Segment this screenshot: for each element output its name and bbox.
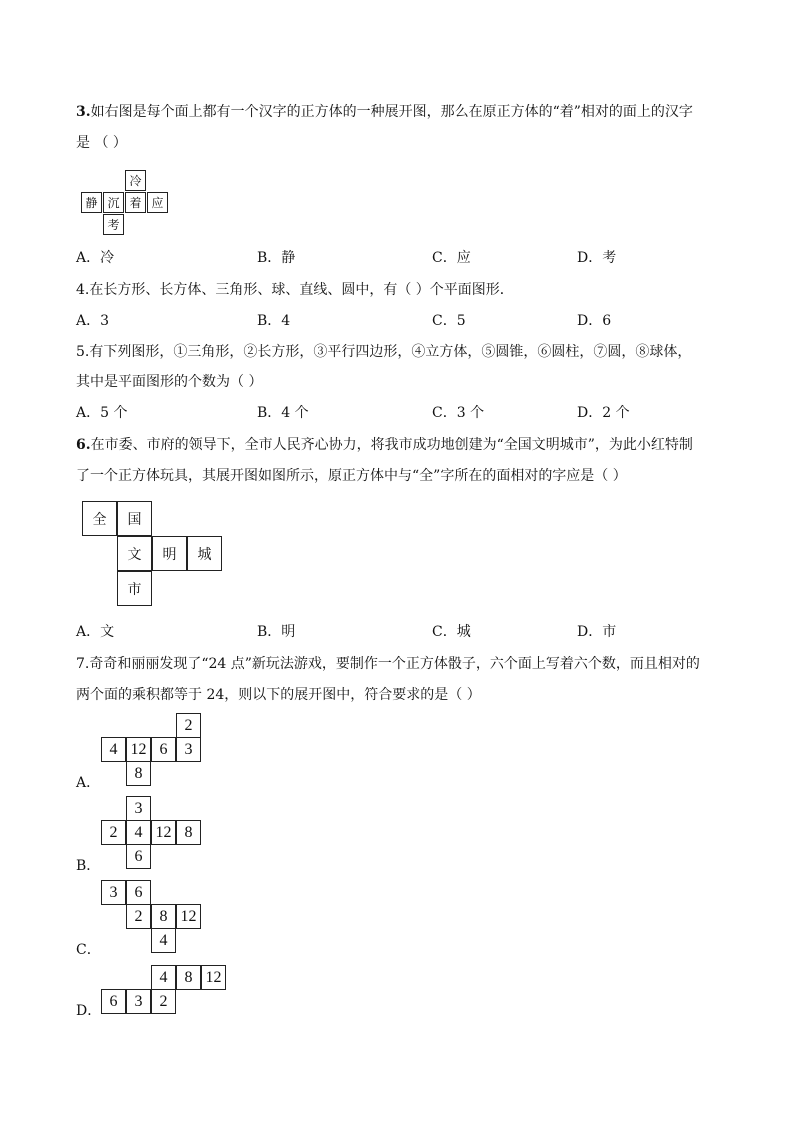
q3-option-d[interactable]: D．考: [577, 250, 617, 266]
net-cell: 静: [81, 192, 102, 213]
net-cell: 文: [117, 536, 152, 571]
q4-option-a[interactable]: A．3: [76, 313, 110, 329]
net-cell: 市: [117, 571, 152, 606]
q7-option-c[interactable]: C．: [76, 942, 101, 958]
net-cell: 12: [126, 737, 151, 762]
net-cell: 6: [151, 737, 176, 762]
q6-line1: [76, 436, 693, 454]
net-cell: 6: [126, 880, 151, 905]
q5-option-a[interactable]: A．5 个: [76, 405, 128, 421]
net-cell: 城: [187, 536, 222, 571]
net-cell: 沉: [103, 192, 124, 213]
q4-option-d[interactable]: D．6: [577, 313, 612, 329]
net-cell: 3: [126, 989, 151, 1014]
net-cell: 全: [82, 501, 117, 536]
net-cell: 6: [126, 844, 151, 869]
net-cell: 3: [176, 737, 201, 762]
net-cell: 4: [126, 820, 151, 845]
q6-line2: 了一个正方体玩具，其展开图如图所示，原正方体中与“全”字所在的面相对的字应是（ ）: [76, 468, 627, 484]
q6-number: 6.: [76, 437, 91, 453]
q6-option-c[interactable]: C．城: [432, 624, 471, 640]
q3-option-a[interactable]: A．冷: [76, 250, 115, 266]
net-cell: 3: [126, 796, 151, 821]
net-cell: 2: [101, 820, 126, 845]
net-cell: 12: [176, 904, 201, 929]
net-cell: 着: [125, 192, 146, 213]
net-cell: 6: [101, 989, 126, 1014]
q5-line1: 5.有下列图形，①三角形，②长方形，③平行四边形，④立方体，⑤圆锥，⑥圆柱，⑦圆，⑧球体，: [76, 344, 692, 360]
q3-line1: [76, 103, 693, 121]
net-cell: 明: [152, 536, 187, 571]
q4-option-c[interactable]: C．5: [432, 313, 466, 329]
net-cell: 3: [101, 880, 126, 905]
net-cell: 12: [151, 820, 176, 845]
net-cell: 4: [151, 965, 176, 990]
q5-option-c[interactable]: C．3 个: [432, 405, 485, 421]
q7-line1: 7.奇奇和丽丽发现了“24 点”新玩法游戏，要制作一个正方体骰子，六个面上写着六个数，而且相对的: [76, 656, 700, 672]
q6-option-b[interactable]: B．明: [257, 624, 296, 640]
net-cell: 8: [126, 761, 151, 786]
q6-text: 在市委、市府的领导下，全市人民齐心协力，将我市成功地创建为“全国文明城市”，为此小红特制: [90, 437, 693, 453]
q5-option-d[interactable]: D．2 个: [577, 405, 630, 421]
q5-option-b[interactable]: B．4 个: [257, 405, 309, 421]
q4-option-b[interactable]: B．4: [257, 313, 291, 329]
net-cell: 考: [103, 214, 124, 235]
q3-number: 3.: [76, 104, 91, 120]
q4-text: 4.在长方形、长方体、三角形、球、直线、圆中，有（ ）个平面图形．: [76, 282, 514, 298]
q7-option-d[interactable]: D．: [76, 1003, 102, 1019]
q3-option-c[interactable]: C．应: [432, 250, 471, 266]
net-cell: 12: [201, 965, 226, 990]
net-cell: 4: [151, 928, 176, 953]
net-cell: 2: [151, 989, 176, 1014]
net-cell: 国: [117, 501, 152, 536]
q6-option-d[interactable]: D．市: [577, 624, 617, 640]
q6-option-a[interactable]: A．文: [76, 624, 115, 640]
net-cell: 8: [176, 965, 201, 990]
net-cell: 冷: [125, 170, 146, 191]
q7-option-b[interactable]: B．: [76, 858, 101, 874]
q3-line2: 是 （ ）: [76, 135, 127, 151]
net-cell: 2: [176, 713, 201, 738]
net-cell: 8: [151, 904, 176, 929]
net-cell: 应: [147, 192, 168, 213]
q7-line2: 两个面的乘积都等于 24，则以下的展开图中，符合要求的是（ ）: [76, 687, 481, 703]
net-cell: 4: [101, 737, 126, 762]
q3-option-b[interactable]: B．静: [257, 250, 296, 266]
net-cell: 2: [126, 904, 151, 929]
q3-text: 如右图是每个面上都有一个汉字的正方体的一种展开图，那么在原正方体的“着”相对的面上的汉字: [90, 104, 693, 120]
net-cell: 8: [176, 820, 201, 845]
q5-line2: 其中是平面图形的个数为（ ）: [76, 374, 263, 390]
q7-option-a[interactable]: A．: [76, 775, 101, 791]
